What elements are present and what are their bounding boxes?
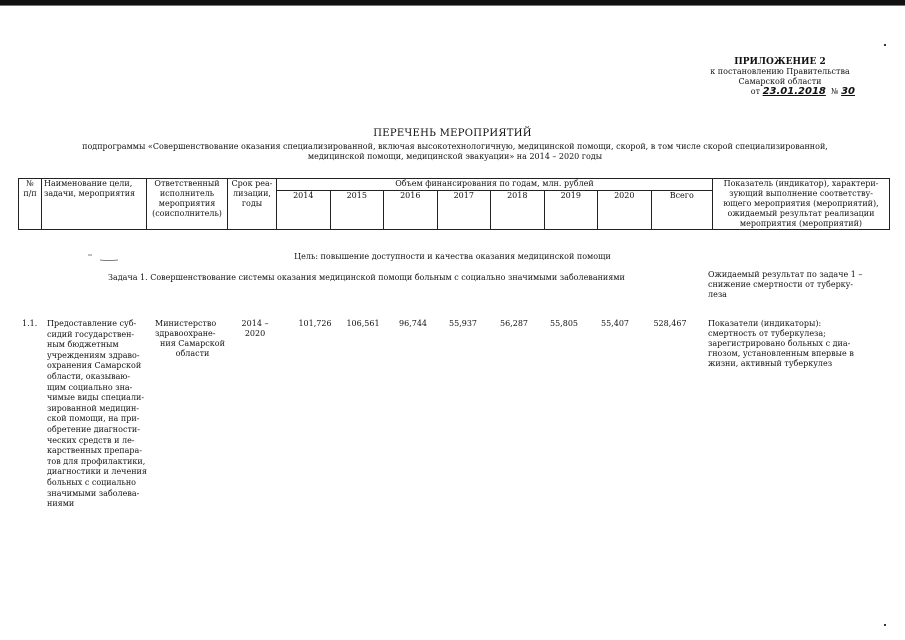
row-indicator-line: жизни, активный туберкулез	[708, 359, 833, 368]
year-header: 2020	[598, 191, 652, 230]
row-responsible-line: здравоохране-	[155, 329, 216, 338]
value-2016: 96,744	[399, 319, 427, 328]
row-indicator-line: Показатели (индикаторы):	[708, 319, 822, 328]
handwritten-number: 30	[841, 86, 855, 97]
row-name-line: больных с социально	[47, 477, 136, 487]
row-name-line: значимыми заболева-	[47, 488, 140, 498]
row-responsible-line: ния Самарской	[160, 339, 225, 348]
handwritten-date: 23.01.2018	[762, 86, 826, 97]
row-name-line: чимые виды специали-	[47, 393, 145, 403]
header-text: мероприятия	[158, 199, 216, 208]
expected-line: Ожидаемый результат по задаче 1 –	[708, 270, 863, 279]
row-name-line: диагностики и лечения	[47, 467, 147, 477]
row-indicator-line: гнозом, установленным впервые в	[708, 349, 854, 358]
row-term-line: 2020	[244, 329, 266, 338]
value-2020: 55,407	[601, 319, 629, 328]
row-indicator-line: смертность от туберкулеза;	[708, 329, 826, 338]
row-name-line: области, оказываю-	[47, 371, 131, 381]
row-indicator-line: зарегистрировано больных с диа-	[708, 339, 851, 348]
value-2018: 56,287	[500, 319, 528, 328]
row-term	[240, 319, 270, 339]
expected-line: снижение смертности от туберку-	[708, 280, 854, 289]
header-table	[18, 178, 890, 230]
row-name-line: карственных препара-	[47, 446, 143, 456]
appendix-line: к постановлению Правительства	[710, 67, 850, 76]
col-funding-header: Объем финансирования по годам, млн. рублей	[277, 179, 713, 191]
row-name-line: зированной медицин-	[47, 403, 139, 413]
value-total: 528,467	[653, 319, 687, 328]
col-term-header	[228, 179, 277, 230]
scan-top-border-shadow	[0, 5, 905, 6]
row-indicator	[708, 319, 888, 369]
value-2019: 55,805	[550, 319, 578, 328]
row-name-line: учреждениям здраво-	[47, 350, 140, 360]
value-2015: 106,561	[346, 319, 380, 328]
row-name	[47, 319, 151, 510]
header-text: исполнитель	[159, 189, 215, 198]
row-responsible-line: области	[175, 349, 210, 358]
appendix-line: Самарской области	[738, 77, 822, 86]
row-term-line: 2014 –	[241, 319, 269, 328]
number-prefix: №	[830, 87, 839, 96]
year-header: 2018	[491, 191, 545, 230]
scan-speck	[884, 624, 886, 626]
row-responsible	[155, 319, 230, 359]
row-name-line: тов для профилактики,	[47, 456, 146, 466]
header-text: мероприятия (мероприятий)	[739, 219, 863, 228]
scan-speck	[884, 44, 886, 46]
header-text: Ответственный	[154, 179, 220, 188]
header-text: п/п	[23, 189, 37, 198]
row-number: 1.1.	[22, 319, 38, 328]
total-header: Всего	[651, 191, 713, 230]
appendix-date-number	[705, 87, 855, 97]
value-2017: 55,937	[449, 319, 477, 328]
goal-text: Цель: повышение доступности и качества оказания медицинской помощи	[294, 252, 611, 261]
row-responsible-line: Министерство	[155, 319, 217, 328]
year-header: 2015	[330, 191, 384, 230]
task-text: Задача 1. Совершенствование системы оказания медицинской помощи больным с социально значимыми заболеваниями	[108, 273, 625, 282]
header-text: ющего мероприятия (мероприятий),	[723, 199, 879, 208]
row-name-line: сидий государствен-	[47, 329, 135, 339]
row-name-line: ным бюджетным	[47, 340, 119, 350]
header-text: задачи, мероприятия	[44, 189, 136, 198]
col-name-header	[42, 179, 147, 230]
header-text: (соисполнитель)	[152, 209, 222, 218]
row-name-line: обретение диагности-	[47, 424, 140, 434]
value-2014: 101,726	[298, 319, 332, 328]
header-text: ожидаемый результат реализации	[727, 209, 875, 218]
subtitle-line: медицинской помощи, медицинской эвакуации» на 2014 – 2020 годы	[307, 152, 603, 161]
appendix-title: ПРИЛОЖЕНИЕ 2	[734, 57, 826, 67]
row-name-line: охранения Самарской	[47, 361, 142, 371]
year-header: 2019	[544, 191, 598, 230]
document-title: ПЕРЕЧЕНЬ МЕРОПРИЯТИЙ	[373, 128, 532, 139]
year-header: 2016	[384, 191, 438, 230]
appendix-block	[705, 57, 855, 97]
expected-result	[708, 270, 888, 300]
row-name-line: ческих средств и ле-	[47, 435, 135, 445]
row-name-line: Предоставление суб-	[47, 319, 137, 328]
header-text: годы	[241, 199, 263, 208]
header-row	[19, 179, 890, 191]
header-text: зующий выполнение соответству-	[729, 189, 873, 198]
col-num-header	[19, 179, 42, 230]
col-indicator-header	[713, 179, 890, 230]
header-text: Показатель (индикатор), характери-	[723, 179, 879, 188]
expected-line: леза	[708, 290, 727, 299]
header-text: Срок реа-	[231, 179, 273, 188]
subtitle-line: подпрограммы «Совершенствование оказания специализированной, включая высокотехнологичную, медицинской помощи, скорой, в том числе скорой специализированной,	[82, 142, 828, 151]
year-header: 2017	[437, 191, 491, 230]
year-header: 2014	[277, 191, 331, 230]
document-subtitle	[40, 142, 870, 162]
header-text: Наименование цели,	[44, 179, 133, 188]
col-responsible-header	[147, 179, 228, 230]
header-text: лизации,	[233, 189, 271, 198]
row-name-line: щим социально зна-	[47, 382, 133, 392]
date-prefix: от	[750, 87, 761, 96]
row-name-line: ской помощи, на при-	[47, 414, 140, 424]
header-text: №	[26, 179, 34, 188]
row-name-line: ниями	[47, 499, 75, 509]
